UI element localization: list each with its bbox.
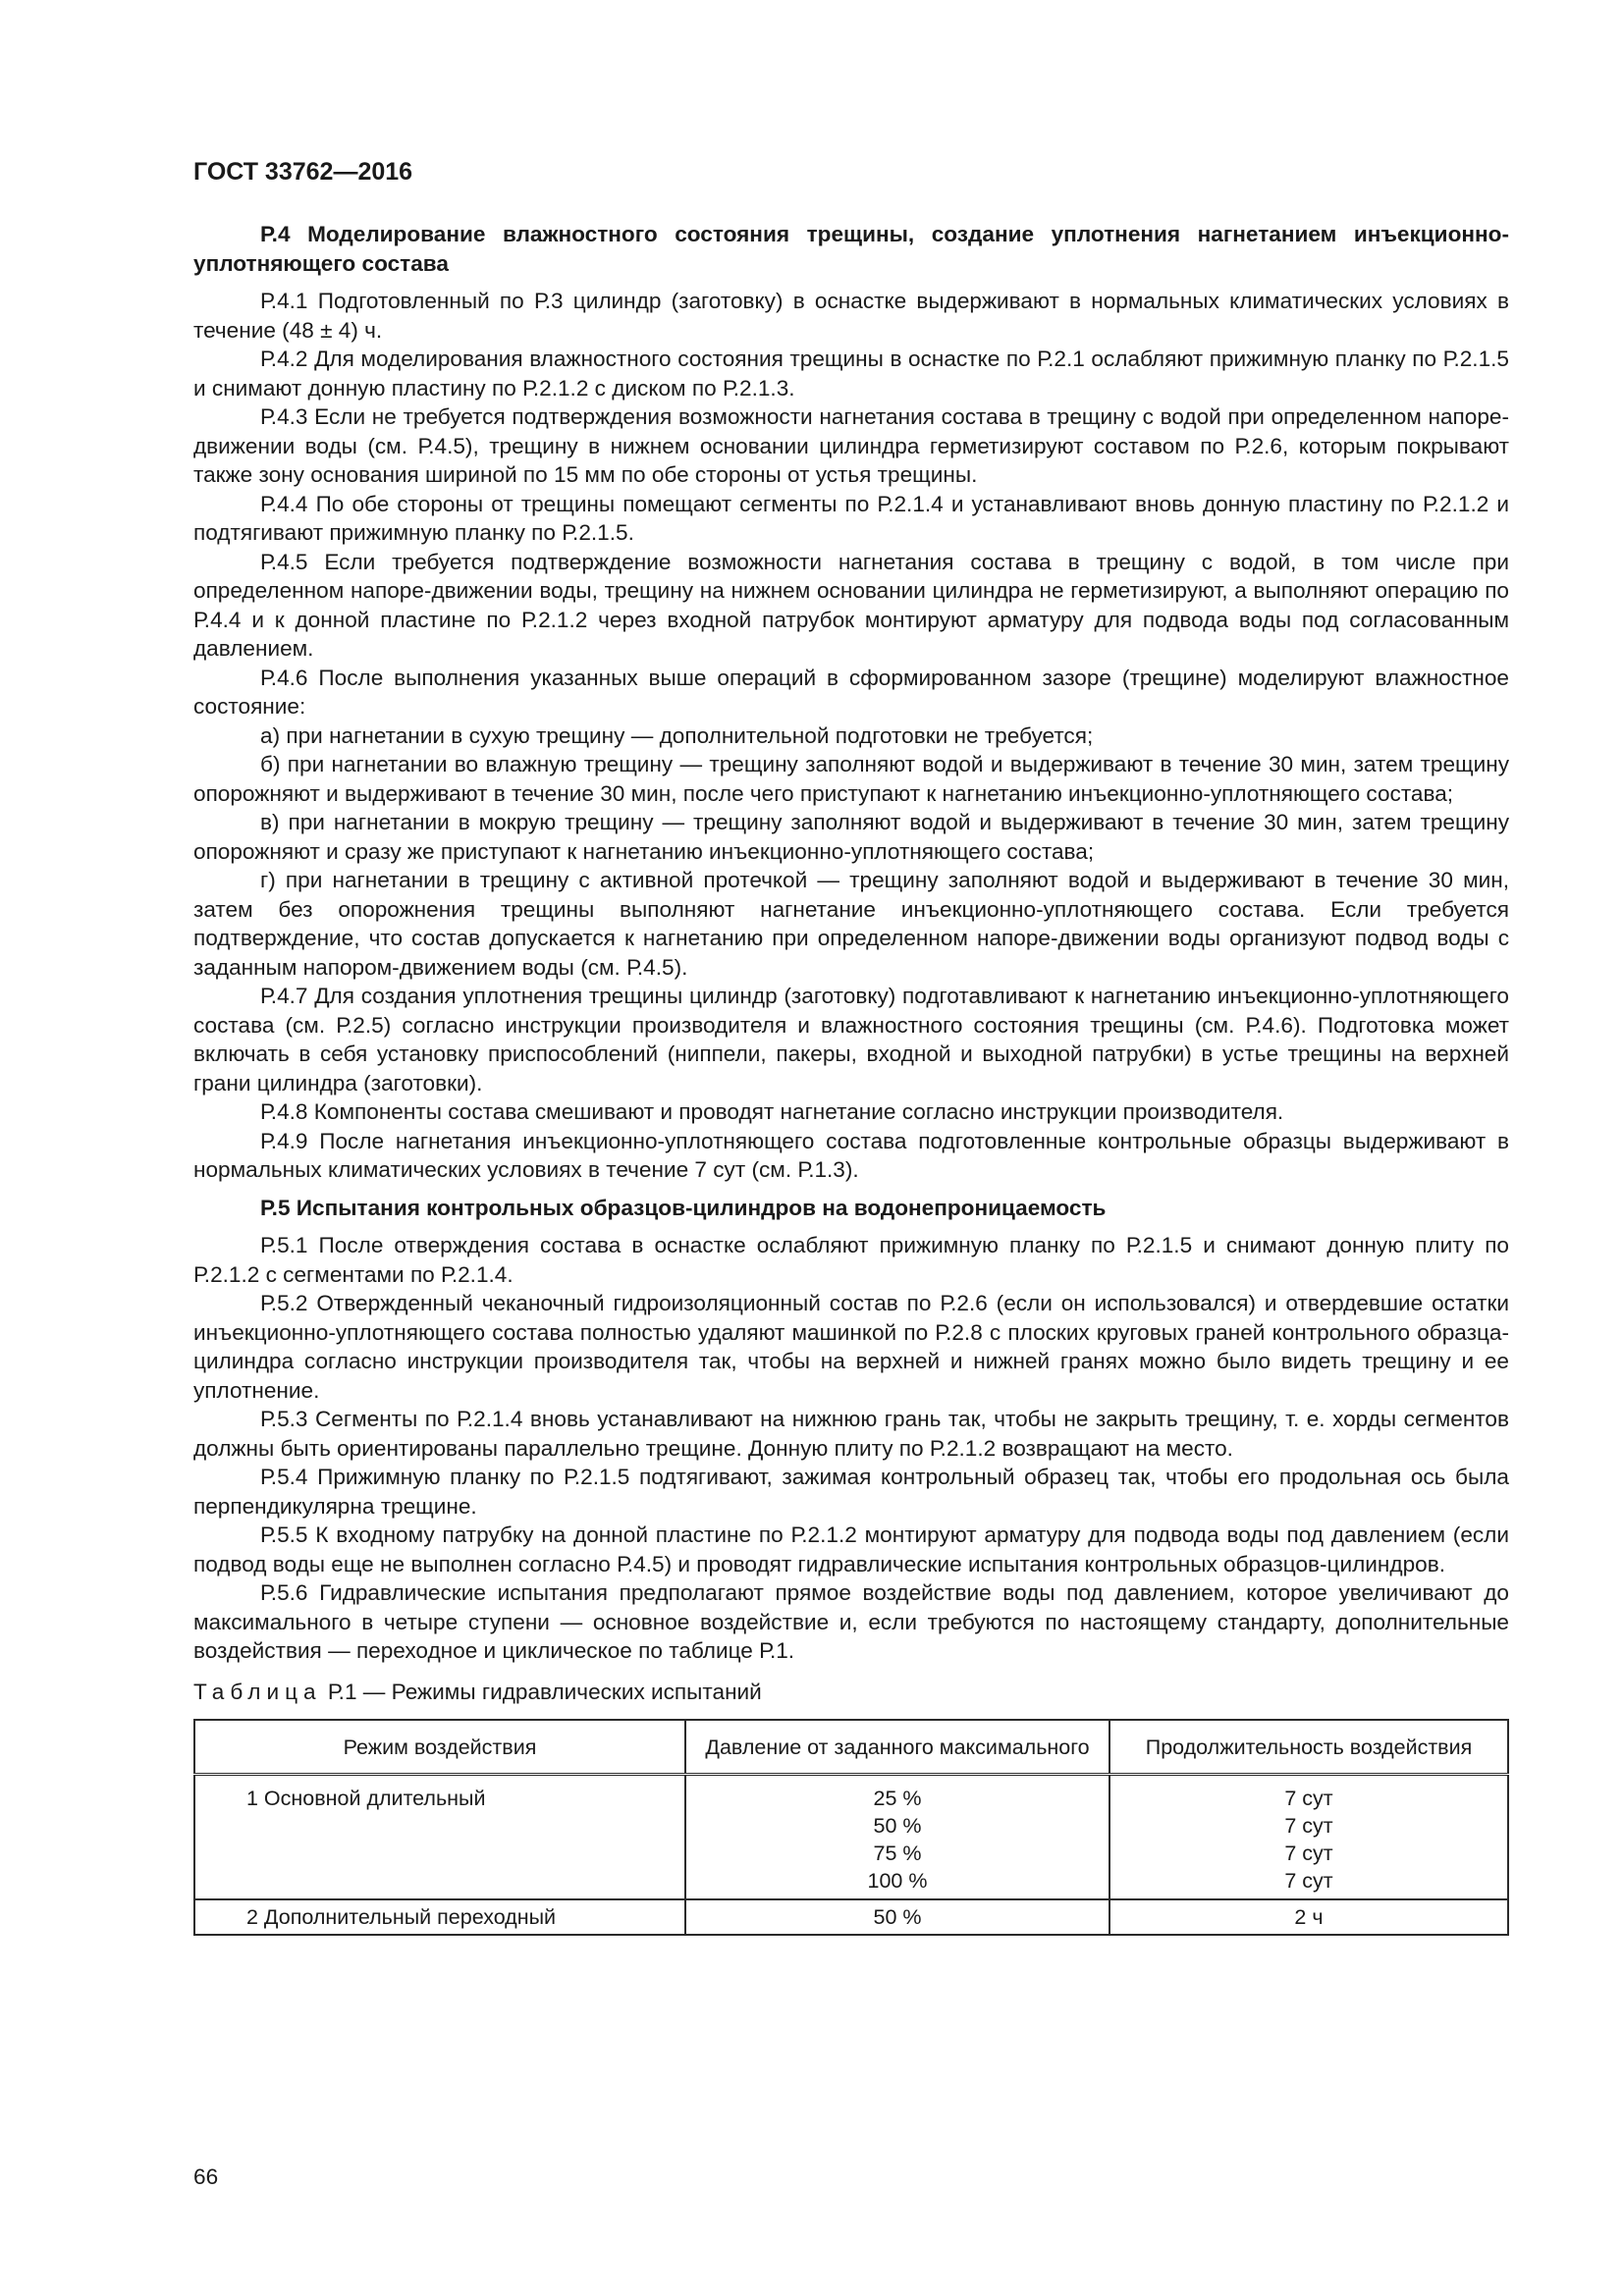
pressure-value: 25 %: [873, 1787, 922, 1810]
paragraph-p4-7: Р.4.7 Для создания уплотнения трещины цилиндр (заготовку) подготавливают к нагнетанию инъекционно-уплотняющего состава (см. Р.2.5) согласно инструкции производителя и влажностного состояния трещины (см. Р.4.6). Подготовка может включать в себя установку приспособлений (ниппели, пакеры, входной и выходной патрубки) в устье трещины на верхней грани цилиндра (заготовки).: [193, 984, 1509, 1095]
paragraph-p5-6: Р.5.6 Гидравлические испытания предполагают прямое воздействие воды под давлением, которое увеличивают до максимального в четыре ступени — основное воздействие и, если требуются по настоящему стандарту, дополнительные воздействия — переходное и циклическое по таблице Р.1.: [193, 1580, 1509, 1663]
paragraph-p4-8: Р.4.8 Компоненты состава смешивают и проводят нагнетание согласно инструкции производителя.: [260, 1099, 1284, 1124]
duration-value: 7 сут: [1284, 1842, 1333, 1865]
pressure-value: 50 %: [873, 1905, 922, 1929]
paragraph-p5-5: Р.5.5 К входному патрубку на донной пластине по Р.2.1.2 монтируют арматуру для подвода воды под давлением (если подвод воды еще не выполнен согласно Р.4.5) и проводят гидравлические испытания контрольных образцов-цилиндров.: [193, 1522, 1509, 1576]
duration-value: 7 сут: [1284, 1787, 1333, 1810]
list-item-v: в) при нагнетании в мокрую трещину — трещину заполняют водой и выдерживают в течение 30 мин, затем трещину опорожняют и сразу же приступают к нагнетанию инъекционно-уплотняющего состава;: [193, 810, 1509, 864]
section-heading-p5: Р.5 Испытания контрольных образцов-цилиндров на водонепроницаемость: [260, 1195, 1107, 1220]
paragraph-p4-3: Р.4.3 Если не требуется подтверждения возможности нагнетания состава в трещину с водой при определенном напоре-движении воды (см. Р.4.5), трещину в нижнем основании цилиндра герметизируют составом по Р.2.6, которым покрывают также зону основания шириной по 15 мм по обе стороны от устья трещины.: [193, 404, 1509, 487]
cell-mode: 1 Основной длительный: [194, 1775, 685, 1900]
duration-value: 7 сут: [1284, 1869, 1333, 1893]
column-header-mode: Режим воздействия: [194, 1720, 685, 1775]
table-header-row: [194, 1720, 1508, 1775]
column-header-duration: Продолжительность воздействия: [1109, 1720, 1508, 1775]
column-header-pressure: Давление от заданного максимального: [685, 1720, 1109, 1775]
paragraph-p4-1: Р.4.1 Подготовленный по Р.3 цилиндр (заготовку) в оснастке выдерживают в нормальных климатических условиях в течение (48 ± 4) ч.: [193, 289, 1509, 343]
document-page: [193, 157, 1509, 1936]
table-row: [194, 1775, 1508, 1900]
page-number: 66: [193, 2164, 219, 2189]
table-caption-word: Таблица: [193, 1679, 322, 1704]
cell-mode: 2 Дополнительный переходный: [194, 1899, 685, 1935]
paragraph-p4-9: Р.4.9 После нагнетания инъекционно-уплотняющего состава подготовленные контрольные образцы выдерживают в нормальных климатических условиях в течение 7 сут (см. Р.1.3).: [193, 1128, 1509, 1182]
pressure-value: 50 %: [873, 1814, 922, 1838]
paragraph-p5-3: Р.5.3 Сегменты по Р.2.1.4 вновь устанавливают на нижнюю грань так, чтобы не закрыть трещину, т. е. хорды сегментов должны быть ориентированы параллельно трещине. Донную плиту по Р.2.1.2 возвращают на место.: [193, 1407, 1509, 1461]
duration-value: 2 ч: [1294, 1905, 1324, 1929]
hydraulic-test-table: [193, 1719, 1509, 1936]
paragraph-p4-6: Р.4.6 После выполнения указанных выше операций в сформированном зазоре (трещине) моделируют влажностное состояние:: [193, 665, 1509, 719]
list-item-g: г) при нагнетании в трещину с активной протечкой — трещину заполняют водой и выдерживают в течение 30 мин, затем без опорожнения трещины выполняют нагнетание инъекционно-уплотняющего состава. Если требуется подтверждение, что состав допускается к нагнетанию при определенном напоре-движении воды организуют подвод воды с заданным напором-движением воды (см. Р.4.5).: [193, 868, 1509, 980]
cell-pressure: [685, 1775, 1109, 1900]
table-caption: [193, 1678, 1509, 1707]
table-row: [194, 1899, 1508, 1935]
table-caption-title: Р.1 — Режимы гидравлических испытаний: [327, 1679, 762, 1704]
paragraph-p5-4: Р.5.4 Прижимную планку по Р.2.1.5 подтягивают, зажимая контрольный образец так, чтобы его продольная ось была перпендикулярна трещине.: [193, 1465, 1509, 1519]
section-heading-p4: Р.4 Моделирование влажностного состояния трещины, создание уплотнения нагнетанием инъекционно-уплотняющего состава: [193, 222, 1509, 276]
paragraph-p4-4: Р.4.4 По обе стороны от трещины помещают сегменты по Р.2.1.4 и устанавливают вновь донную пластину по Р.2.1.2 и подтягивают прижимную планку по Р.2.1.5.: [193, 491, 1509, 545]
paragraph-p5-2: Р.5.2 Отвержденный чеканочный гидроизоляционный состав по Р.2.6 (если он использовался) и отвердевшие остатки инъекционно-уплотняющего состава полностью удаляют машинкой по Р.2.8 с плоских круговых граней контрольного образца-цилиндра согласно инструкции производителя так, чтобы на верхней и нижней гранях можно было видеть трещину и ее уплотнение.: [193, 1291, 1509, 1403]
list-item-b: б) при нагнетании во влажную трещину — трещину заполняют водой и выдерживают в течение 30 мин, затем трещину опорожняют и выдерживают в течение 30 мин, после чего приступают к нагнетанию инъекционно-уплотняющего состава;: [193, 752, 1509, 806]
paragraph-p5-1: Р.5.1 После отверждения состава в оснастке ослабляют прижимную планку по Р.2.1.5 и снимают донную плиту по Р.2.1.2 с сегментами по Р.2.1.4.: [193, 1233, 1509, 1287]
pressure-value: 100 %: [867, 1869, 928, 1893]
document-code: ГОСТ 33762—2016: [193, 158, 413, 186]
cell-pressure: [685, 1899, 1109, 1935]
pressure-value: 75 %: [873, 1842, 922, 1865]
paragraph-p4-5: Р.4.5 Если требуется подтверждение возможности нагнетания состава в трещину с водой, в том числе при определенном напоре-движении воды, трещину на нижнем основании цилиндра не герметизируют, а выполняют операцию по Р.4.4 и к донной пластине по Р.2.1.2 через входной патрубок монтируют арматуру для подвода воды под согласованным давлением.: [193, 549, 1509, 661]
duration-value: 7 сут: [1284, 1814, 1333, 1838]
paragraph-p4-2: Р.4.2 Для моделирования влажностного состояния трещины в оснастке по Р.2.1 ослабляют прижимную планку по Р.2.1.5 и снимают донную пластину по Р.2.1.2 с диском по Р.2.1.3.: [193, 347, 1509, 400]
cell-duration: [1109, 1899, 1508, 1935]
cell-duration: [1109, 1775, 1508, 1900]
list-item-a: а) при нагнетании в сухую трещину — дополнительной подготовки не требуется;: [260, 722, 1094, 748]
